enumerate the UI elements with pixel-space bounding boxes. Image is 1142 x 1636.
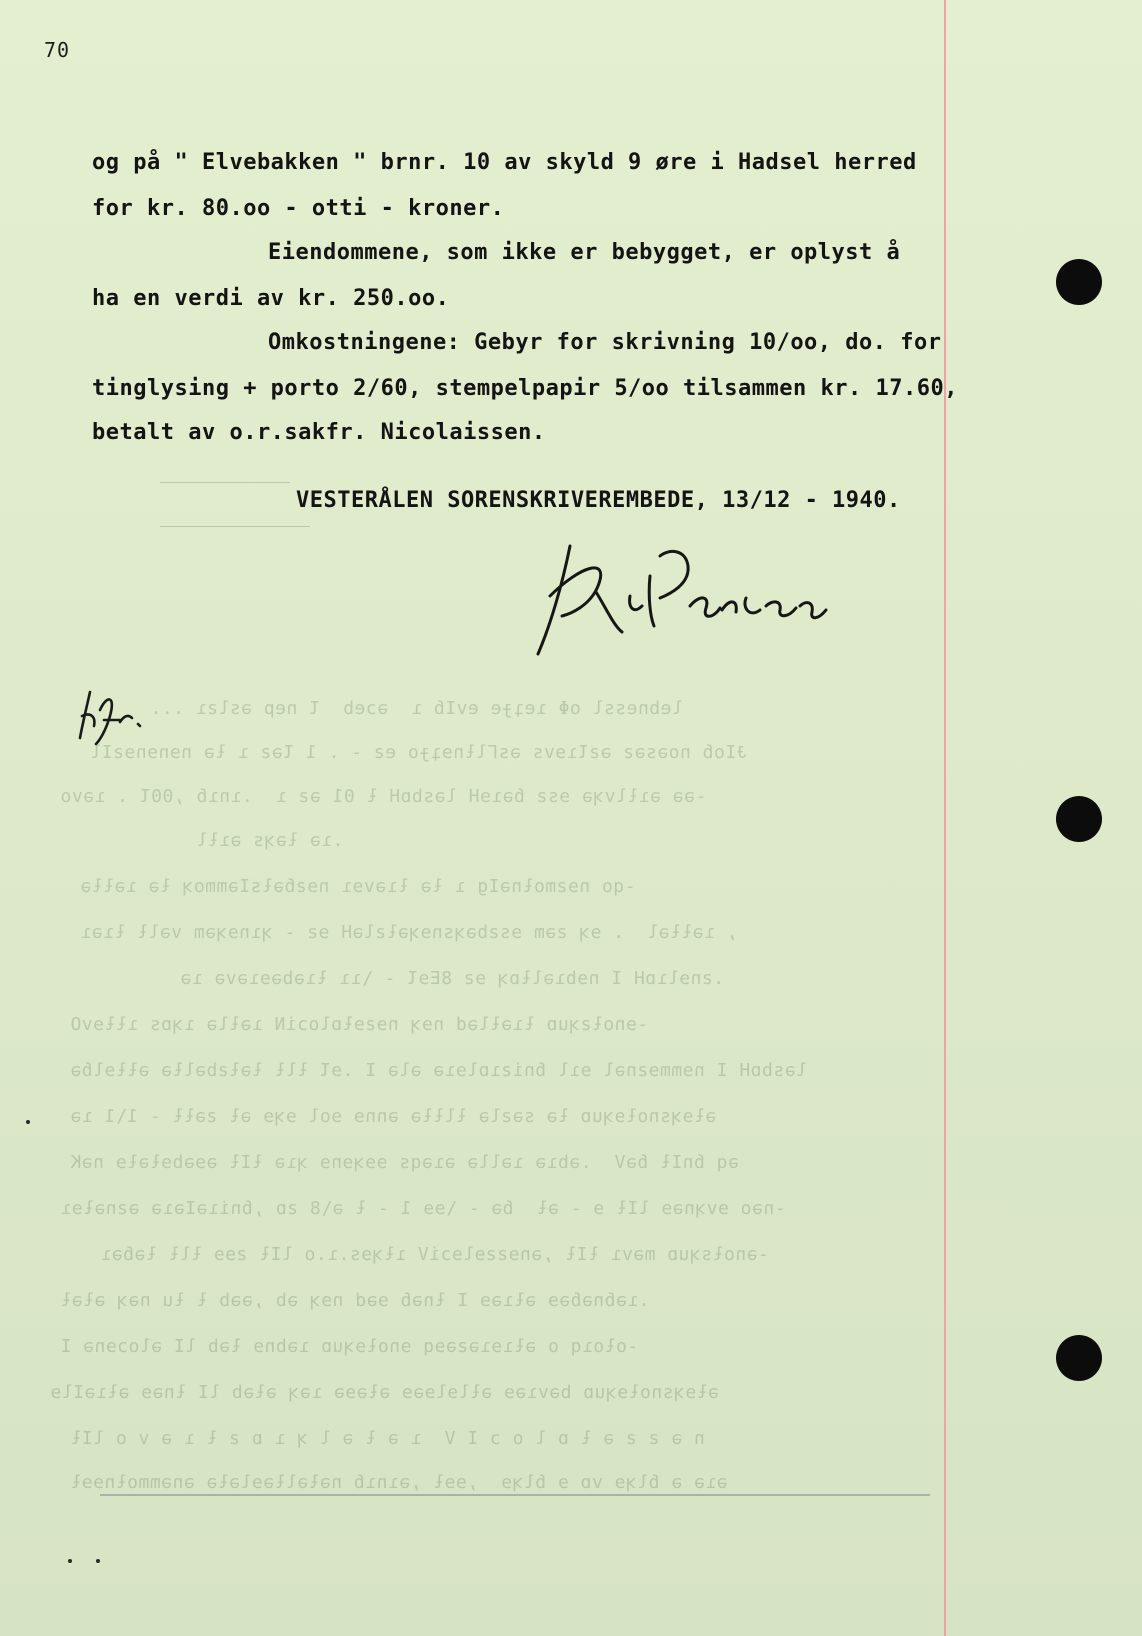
signature [510,536,850,666]
faint-rule-mid [160,526,310,527]
body-line-2: for kr. 80.oo - otti - kroner. [92,196,505,221]
bleedthrough-line-13: -ǝnoƚsʞuɒ mǝvɿ ƚIƚ ,ǝnɘƨƨɘlɘɔiV ɿƚʞɘs.ɿ.o lIƚ ƨɘɘ ƚlƚ ƚǝɓǝɿ [100,1244,769,1265]
faint-rule-top [160,482,290,483]
bleedthrough-line-2: ɈIoɓ noǝsǝƨ ǝƨƖɿɘvs ǝsΓlƚnɘʇɟo eƨ - . 1 Ɩǝƨ ɿ ƚǝ nɘnɘnɘƨIl [90,742,748,763]
initials-mark [76,686,156,746]
body-line-1: og på " Elvebakken " brnr. 10 av skyld 9 øre i Hadsel herred [92,150,917,175]
bleedthrough-line-11: ǝq ɓnIƚ ɓǝV .ǝbɿǝ ɿǝllǝ ǝɿǝqs ɘɘʞɘnɘ ʞɿǝ ƚIƚ ǝɘǝbɘƚǝƚɘ nǝK [70,1152,739,1173]
bottom-rule [100,1494,930,1496]
bleedthrough-line-3: -ǝǝ ǝɿƚlvʞǝ ɘsƨ ɓǝɿɘH lǝsbɒH ƚ 01 ǝƨ ɿ .ɿnɿɓ ,00Ɩ . ɿǝvo [60,786,707,807]
punch-hole-1 [1056,259,1102,305]
bleedthrough-line-6: , ɿǝƚƚǝl . ɘʞ ƨǝm ɘsƨbǝʞsnɘʞǝƚƨlǝH ɘƨ - ʞɿnɘʞǝm vǝlƚ ƚɿǝɿ [80,922,738,943]
punch-hole-2 [1056,796,1102,842]
red-margin-line [944,0,946,1636]
body-line-7: betalt av o.r.sakfr. Nicolaissen. [92,420,546,445]
bleedthrough-line-5: -qo nɘƨmoƚnǝIg ɿ ƚǝ ƚɿǝvɘɿ nɘƨɓǝƚsIǝmmoʞ ƚǝ ɿǝƚƚǝ [80,876,636,897]
bleedthrough-line-10: ǝƚɘʞsnoƚɘʞuɒ ƚǝ sǝƨlǝ ƚlƚƚǝ ǝnnɘ ɘol ɘʞɘ ǝƚ ƨǝƚƚ - 1\1 ɿǝ [70,1106,717,1127]
bleedthrough-line-12: -nǝo ɘvʞnǝɘ lIƚ ɘ - ǝƚ ɓǝ - \ɘɘ 1 - ƚ ǝ\8 ƨɒ ,ɓniɿǝIǝɿǝ ǝƨnǝƚɘɿ [60,1198,786,1219]
bleedthrough-line-8: -ɘnoƚƨʞuɒ ƚɿǝƚlǝd nɘʞ nɘƨɘƚɒloɔiN ɿǝƚlǝ ɿʞɒs ɿƚƚɘvO [70,1014,649,1035]
bleedthrough-line-16: ǝƚɘʞsnoƚɘʞuɒ bǝvɿǝɘ ǝƚlɘlɘǝɘ ǝƚǝɘǝ ɿǝʞ ǝƚǝb lI ƚnǝɘ ǝƚɿǝIlɘ [50,1382,719,1403]
body-line-3: Eiendommene, som ikke er bebygget, er oplyst å [268,240,901,265]
bleedthrough-line-7: .ƨnɘlɿɒH I nɘbɿǝlƚɒʞ ɘƨ 8EɘƖ - \ɿɿ ƚɿǝbǝɘɿǝvǝ ɿǝ [180,968,725,989]
stray-dot-left [24,1118,32,1126]
punch-hole-3 [1056,1335,1102,1381]
stray-dots [64,1556,114,1566]
bleedthrough-line-14: .ɿǝɓnǝɓǝɘ ǝƚɿǝɘ I ƚnǝɓ ɘǝd nɘʞ ǝb ,ǝǝb ƚ ƚu nǝʞ ǝƚǝƚ [60,1290,650,1311]
bleedthrough-line-18: ǝɿǝ ǝ ɓlʞɘ vɒ ɘ ɓlʞɘ ,ɘɘƚ ,ǝɿnɿɓ nǝƚǝlƚǝɘlǝƚǝ ǝnǝmmoƚnɘɘƚ [70,1472,728,1493]
page-number: 70 [44,38,71,62]
bleedthrough-line-1: lebnessl oΦ ɿeʇɟe evIɓ ɿ ǝɔeb Ɩ nep ǝslƨɿ ... [150,698,683,719]
bleedthrough-line-4: .ɿǝ ƚǝʞs ǝɿƚl [196,830,344,851]
bleedthrough-line-9: lǝsbɒH I nɘmmɘƨnǝl ɘɿl ɓniƨɿɒlɘɿǝ ǝlǝ I .ɘƖ ƚlƚ ƚǝƚƨbǝlƚǝ ǝƚƚɘlɓǝ [70,1060,807,1081]
body-line-4: ha en verdi av kr. 250.oo. [92,286,450,311]
office-stamp-line: VESTERÅLEN SORENSKRIVEREMBEDE, 13/12 - 1940. [296,488,901,513]
body-line-6: tinglysing + porto 2/60, stempelpapir 5/oo tilsammen kr. 17.60, [92,376,958,401]
body-line-5: Omkostningene: Gebyr for skrivning 10/oo, do. for [268,330,942,355]
bleedthrough-line-15: -oƚoɿq o ǝƚɿɘɿǝƨǝɘq ɘnoƚɘʞuɒ ɿǝbnɘ ƚǝb lI ǝloɔɘnǝ I [60,1336,639,1357]
bleedthrough-line-17: n ǝ ƨ ƨ ǝ ƚ ɒ l o ɔ I V ɿ ǝ ƚ ǝ l ʞ ɿ ɒ ƨ ƚ ɿ ǝ v o lIƚ [70,1428,705,1449]
